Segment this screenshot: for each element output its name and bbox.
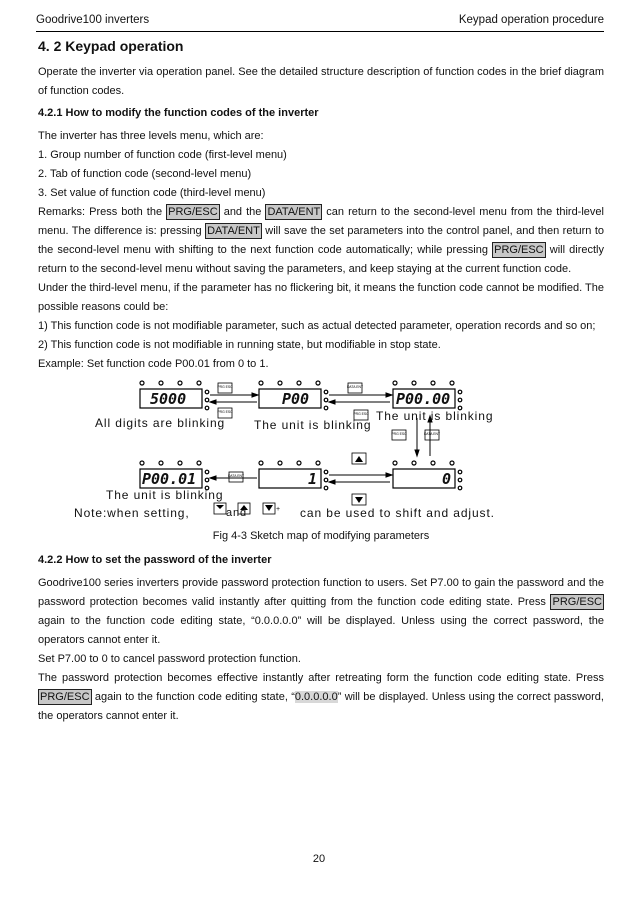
- page-content: [38, 38, 604, 726]
- label-unit-blinking-1: The unit is blinking: [254, 418, 372, 432]
- figure-caption: Fig 4-3 Sketch map of modifying parameters: [212, 530, 430, 542]
- menu-level-3: 3. Set value of function code (third-level menu): [38, 187, 266, 199]
- menu-level-1: 1. Group number of function code (first-level menu): [38, 149, 287, 161]
- display-1-digits: 5000: [150, 390, 187, 408]
- section-title: 4. 2 Keypad operation: [38, 38, 184, 54]
- key-prg-esc: PRG/ESC: [168, 206, 218, 218]
- third-level-paragraph: Under the third-level menu, if the parameter has no flickering bit, it means the function code cannot be modified. The possible reasons could be:: [38, 282, 604, 313]
- note-part-c: +: [276, 506, 281, 513]
- display-2-digits: P00: [282, 390, 310, 408]
- key-data-icon-2: DATA ENT: [423, 432, 441, 436]
- example-line: Example: Set function code P00.01 from 0 to 1.: [38, 358, 269, 370]
- menu-intro: The inverter has three levels menu, which are:: [38, 130, 264, 142]
- password-paragraph-3: The password protection becomes effective instantly after retreating form the function code editing state. Press PRG/ESC again to the function code editing state, “0.0.0.0.0” will be displayed. Unless using the correct password, the operators cannot enter it.: [38, 672, 604, 722]
- header-right: Keypad operation procedure: [458, 14, 604, 26]
- subsection-title-1: 4.2.1 How to modify the function codes of the inverter: [38, 107, 319, 119]
- indicator-lamps-row2: [140, 461, 454, 465]
- menu-level-2: 2. Tab of function code (second-level menu): [38, 168, 252, 180]
- key-prg-esc: PRG/ESC: [40, 691, 90, 703]
- key-prg-icon-1: PRG ESC: [217, 385, 233, 389]
- reason-2: 2) This function code is not modifiable in running state, but modifiable in stop state.: [38, 339, 441, 351]
- key-prg-esc: PRG/ESC: [494, 244, 544, 256]
- reason-1: 1) This function code is not modifiable parameter, such as actual detected parameter, operation records and so on;: [38, 320, 596, 332]
- key-data-ent: DATA/ENT: [207, 225, 260, 237]
- page-number: 20: [312, 853, 326, 865]
- password-paragraph-1: Goodrive100 series inverters provide password protection function to users. Set P7.00 to gain the password and the password protection becomes valid instantly after quitting from the function code editing state. Press PRG/ESC again to the function code editing state, “0.0.0.0.0” will be displayed. Unless using the correct password, the operators cannot enter it.: [38, 577, 604, 646]
- label-unit-blinking-3: The unit is blinking: [106, 488, 224, 502]
- display-6-digits: 0: [442, 470, 452, 488]
- key-prg-icon-2: PRG ESC: [217, 410, 233, 414]
- note-part-b: and: [226, 507, 248, 519]
- key-prg-icon-3: PRG ESC: [353, 412, 369, 416]
- figure-sketch-map: [38, 378, 604, 523]
- section-intro: Operate the inverter via operation panel. See the detailed structure description of function codes in the brief diagram of function codes.: [38, 66, 604, 97]
- running-header: [36, 14, 604, 32]
- password-paragraph-2: Set P7.00 to 0 to cancel password protection function.: [38, 653, 301, 665]
- subsection-title-2: 4.2.2 How to set the password of the inverter: [38, 554, 272, 566]
- display-4-digits: P00.01: [142, 470, 197, 488]
- key-data-ent: DATA/ENT: [267, 206, 321, 218]
- remarks-paragraph: Remarks: Press both the PRG/ESC and the DATA/ENT can return to the second-level menu from the third-level menu. The difference is: pressing DATA/ENT will save the set parameters into the control panel, and then return to the second-level menu with shifting to the next function code automatically; while pressing PRG/ESC will directly return to the second-level menu without saving the parameters, and keep staying at the current function code.: [38, 206, 604, 275]
- key-data-icon-3: DATA ENT: [227, 474, 245, 478]
- note-part-d: can be used to shift and adjust.: [300, 506, 495, 520]
- display-5-digits: 1: [308, 470, 318, 488]
- key-prg-icon-4: PRG ESC: [391, 432, 407, 436]
- display-3-digits: P00.00: [396, 390, 451, 408]
- key-data-icon-1: DATA ENT: [346, 385, 364, 389]
- label-unit-blinking-2: The unit is blinking: [376, 409, 494, 423]
- password-display-code: 0.0.0.0.0: [294, 691, 338, 703]
- indicator-lamps-row1: [140, 381, 454, 385]
- label-all-digits-blinking: All digits are blinking: [95, 416, 226, 430]
- key-prg-esc: PRG/ESC: [552, 596, 602, 608]
- note-part-a: Note:when setting,: [74, 506, 190, 520]
- header-left: Goodrive100 inverters: [36, 14, 150, 26]
